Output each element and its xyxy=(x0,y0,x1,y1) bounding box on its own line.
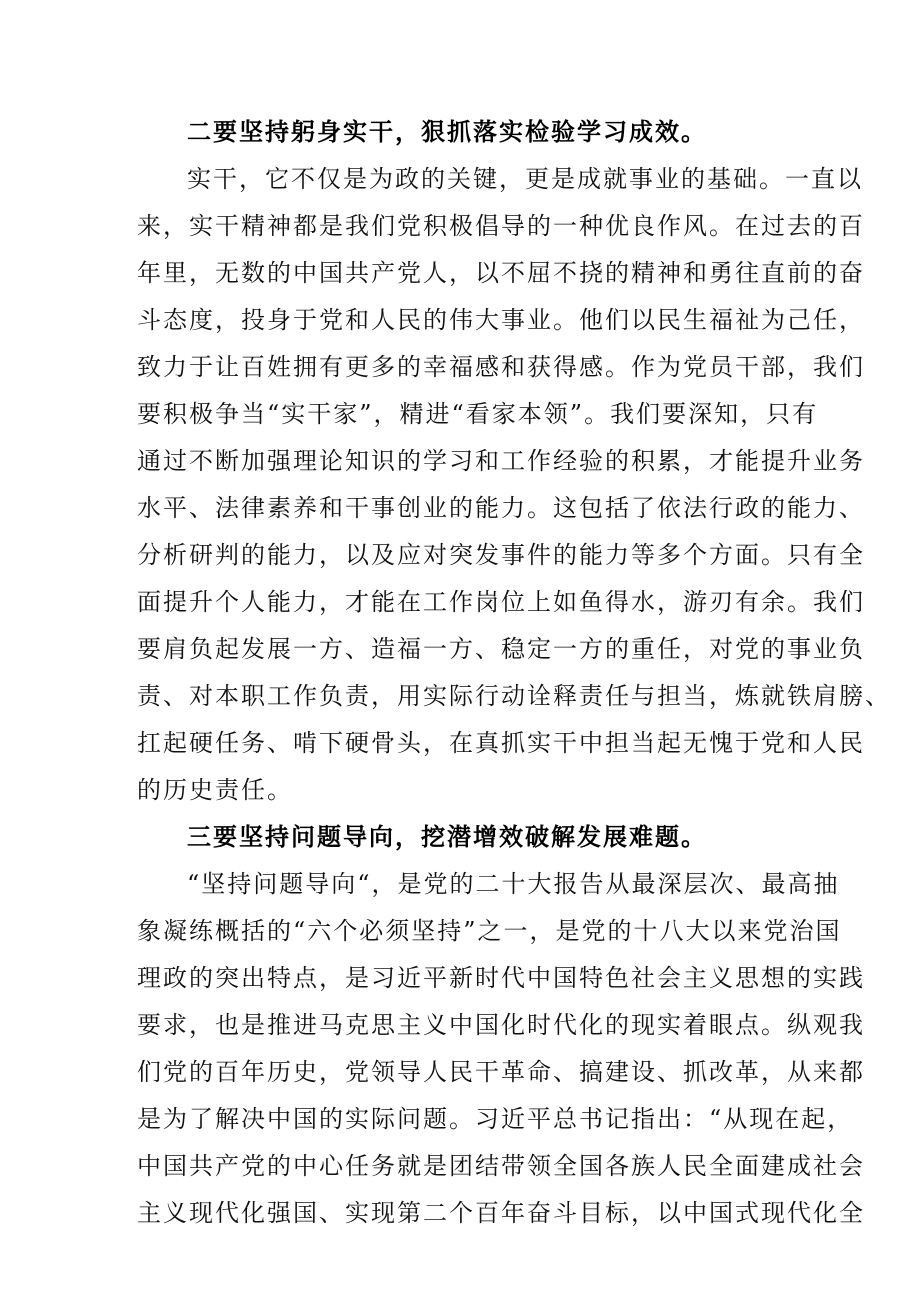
paragraph-line: 责、对本职工作负责，用实际行动诠释责任与担当，炼就铁肩膀、 xyxy=(137,682,891,710)
paragraph-line: 致力于让百姓拥有更多的幸福感和获得感。作为党员干部，我们 xyxy=(137,353,865,381)
paragraph-line: 象凝练概括的“六个必须坚持”之一，是党的十八大以来党治国 xyxy=(137,917,842,945)
section-2-heading: 二要坚持躬身实干，狠抓落实检验学习成效。 xyxy=(187,117,707,146)
paragraph-line: 扛起硬任务、啃下硬骨头，在真抓实干中担当起无愧于党和人民 xyxy=(137,729,865,757)
paragraph-line: 要肩负起发展一方、造福一方、稳定一方的重任，对党的事业负 xyxy=(137,635,865,663)
paragraph-line: 通过不断加强理论知识的学习和工作经验的积累，才能提升业务 xyxy=(137,447,865,475)
paragraph-line: 斗态度，投身于党和人民的伟大事业。他们以民生福祉为己任， xyxy=(137,306,865,334)
paragraph-line: 分析研判的能力，以及应对突发事件的能力等多个方面。只有全 xyxy=(137,541,865,569)
paragraph-line: 年里，无数的中国共产党人，以不屈不挠的精神和勇往直前的奋 xyxy=(137,259,865,287)
paragraph-line: 面提升个人能力，才能在工作岗位上如鱼得水，游刃有余。我们 xyxy=(137,588,865,616)
paragraph-line: 们党的百年历史，党领导人民干革命、搞建设、抓改革，从来都 xyxy=(137,1058,865,1086)
paragraph-line: 主义现代化强国、实现第二个百年奋斗目标，以中国式现代化全 xyxy=(137,1199,865,1227)
paragraph-line: “坚持问题导向“，是党的二十大报告从最深层次、最高抽 xyxy=(187,870,840,898)
paragraph-line: 要积极争当“实干家”，精进“看家本领”。我们要深知，只有 xyxy=(137,400,819,428)
paragraph-line: 来，实干精神都是我们党积极倡导的一种优良作风。在过去的百 xyxy=(137,212,865,240)
paragraph-line: 水平、法律素养和干事创业的能力。这包括了依法行政的能力、 xyxy=(137,494,865,522)
section-3-heading: 三要坚持问题导向，挖潜增效破解发展难题。 xyxy=(187,822,707,851)
paragraph-line: 理政的突出特点，是习近平新时代中国特色社会主义思想的实践 xyxy=(137,964,865,992)
paragraph-line: 要求，也是推进马克思主义中国化时代化的现实着眼点。纵观我 xyxy=(137,1011,865,1039)
paragraph-line: 是为了解决中国的实际问题。习近平总书记指出：“从现在起， xyxy=(137,1105,854,1133)
paragraph-line: 的历史责任。 xyxy=(137,776,293,804)
paragraph-line: 实干，它不仅是为政的关键，更是成就事业的基础。一直以 xyxy=(187,165,863,193)
paragraph-line: 中国共产党的中心任务就是团结带领全国各族人民全面建成社会 xyxy=(137,1152,865,1180)
